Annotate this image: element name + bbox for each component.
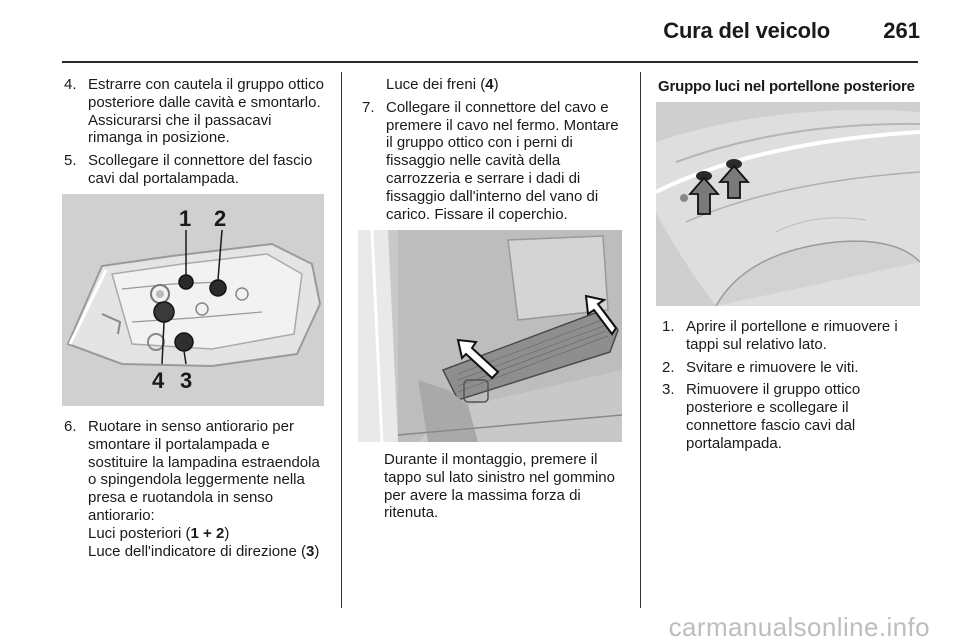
- step-text: Rimuovere il gruppo ottico posteriore e scollegare il connettore fascio cavi dal portalampada.: [686, 381, 861, 452]
- substep-indicator: Luce dell'indicatore di direzione (3): [88, 542, 320, 560]
- column-divider-1: [341, 72, 342, 608]
- steps-list-2: [64, 418, 326, 560]
- substep-tail-lights: Luci posteriori (1 + 2): [88, 524, 230, 542]
- column-3-steps: [662, 318, 920, 458]
- step-text: Collegare il connettore del cavo e premere il cavo nel fermo. Montare il gruppo ottico con i perni di fissaggio nelle cavità della carrozzeria e serrare i dadi di fissaggio dall'interno del vano di carico. Fissare il coperchio.: [386, 98, 619, 223]
- running-header-title: Cura del veicolo: [663, 18, 830, 43]
- step-number: 1.: [662, 318, 675, 335]
- rear-light-figure: [62, 194, 324, 406]
- column-1-top: [64, 76, 326, 193]
- tailgate-step-2: [662, 359, 920, 377]
- step-number: 3.: [662, 381, 675, 399]
- step-7: [362, 99, 624, 224]
- step-number: 4.: [64, 76, 77, 93]
- page-number: 261: [883, 18, 920, 43]
- rear-light-illustration: [62, 194, 324, 406]
- step-number: 7.: [362, 98, 375, 116]
- callout-2: 2: [214, 206, 227, 231]
- step-number: 5.: [64, 152, 77, 170]
- cover-figure: [358, 230, 622, 442]
- callout-4: 4: [152, 368, 165, 393]
- step-text: Aprire il portellone e rimuovere i tappi sul relativo lato.: [686, 318, 898, 353]
- step-6: [64, 418, 326, 560]
- steps-list-3: [362, 99, 624, 224]
- step-text: Ruotare in senso antiorario per smontare il portalampada e sostituire la lampadina estraendola o spingendola leggermente nella presa e ruotandola in senso antiorario:: [88, 418, 320, 524]
- callout-1: 1: [179, 206, 192, 231]
- step-text: Scollegare il connettore del fascio cavi dal portalampada.: [88, 152, 313, 187]
- column-1-bottom: [64, 418, 326, 565]
- header-rule: [62, 61, 918, 63]
- step-4: [64, 76, 326, 147]
- callout-3: 3: [180, 368, 193, 393]
- step-text: Svitare e rimuovere le viti.: [686, 358, 859, 376]
- section-heading: Gruppo luci nel portellone posteriore: [658, 78, 915, 95]
- cover-illustration: [358, 230, 622, 442]
- tailgate-figure: [656, 102, 920, 306]
- step-number: 6.: [64, 418, 77, 435]
- substep-brake-light: Luce dei freni (4): [386, 76, 499, 93]
- watermark: carmanualsonline.info: [668, 612, 930, 642]
- column-2: [362, 76, 624, 228]
- steps-list-1: [64, 76, 326, 188]
- figure-caption: Durante il montaggio, premere il tappo sul lato sinistro nel gommino per avere la massima forza di ritenuta.: [384, 451, 615, 522]
- step-text: Estrarre con cautela il gruppo ottico posteriore dalle cavità e smontarlo. Assicurarsi che il passacavi rimanga in posizione.: [88, 76, 324, 147]
- column-divider-2: [640, 72, 641, 608]
- steps-list-4: [662, 318, 920, 453]
- tailgate-illustration: [656, 102, 920, 306]
- tailgate-step-1: [662, 318, 920, 354]
- step-5: [64, 152, 326, 188]
- tailgate-step-3: [662, 381, 920, 452]
- step-number: 2.: [662, 358, 675, 376]
- column-3-heading: [658, 78, 920, 96]
